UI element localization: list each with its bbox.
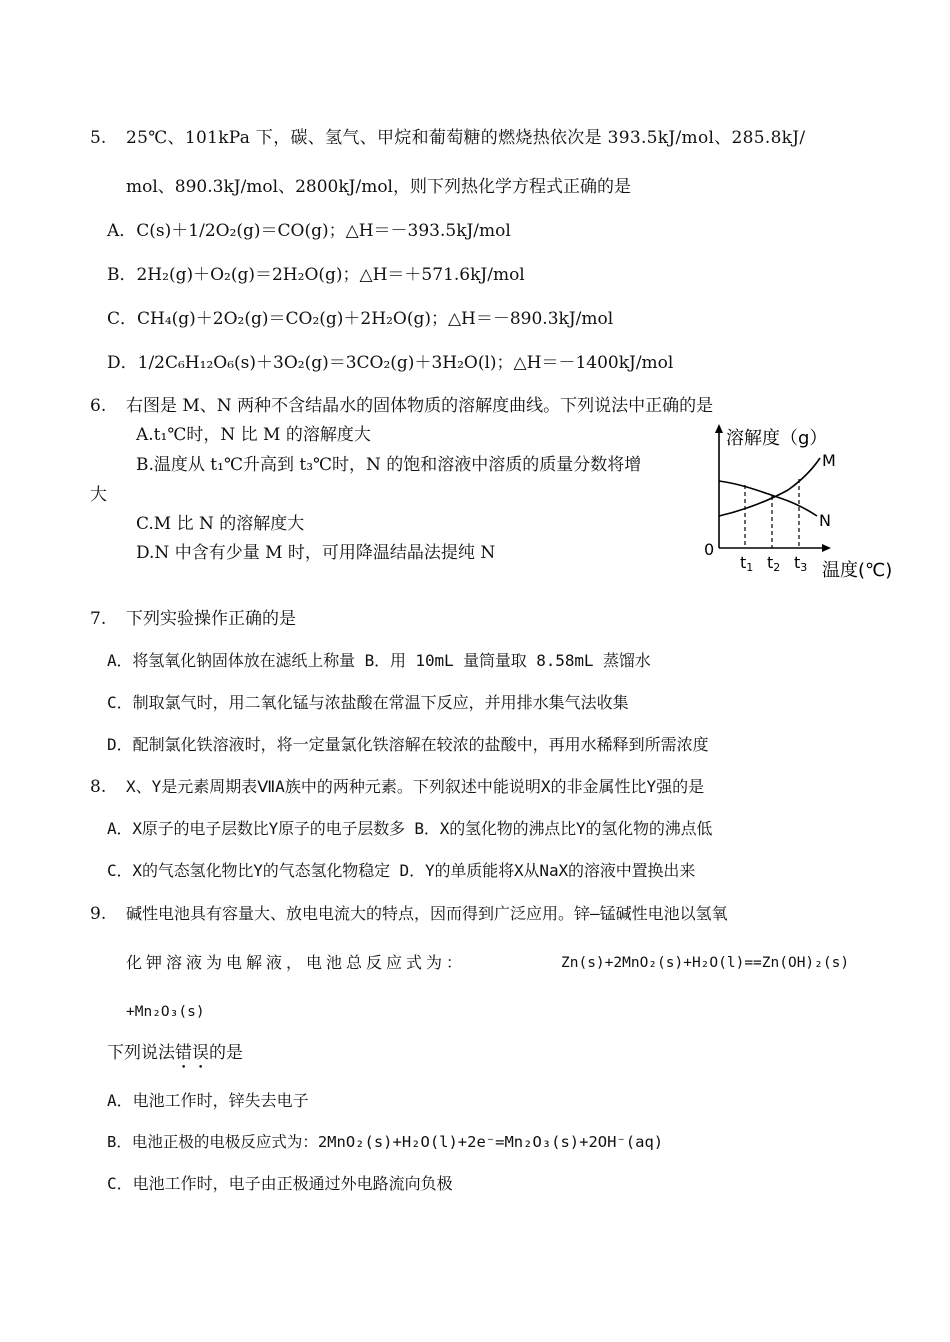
x-axis-label: 温度(℃) xyxy=(822,560,893,581)
q7-number: 7. xyxy=(90,609,107,629)
q7-options-a-b: A．将氢氧化钠固体放在滤纸上称量 B．用 10mL 量筒量取 8.58mL 蒸馏水 xyxy=(107,651,651,670)
q9-question-post: 的是 xyxy=(209,1043,243,1063)
q9-option-b: B．电池正极的电极反应式为：2MnO₂(s)+H₂O(l)+2e⁻=Mn₂O₃(s)+2OH⁻(aq) xyxy=(107,1133,664,1151)
q9-question-emphasis: 错误 xyxy=(175,1043,209,1063)
q8-options-c-d: C．X的气态氢化物比Y的气态氢化物稳定 D．Y的单质能将X从NaX的溶液中置换出来 xyxy=(107,861,696,880)
curve-n-label: N xyxy=(819,511,831,530)
q5-option-a: A．C(s)＋1/2O₂(g)＝CO(g)；△H＝－393.5kJ/mol xyxy=(107,221,511,241)
q9-question-pre: 下列说法 xyxy=(107,1043,175,1063)
q5-option-c: C．CH₄(g)＋2O₂(g)＝CO₂(g)＋2H₂O(g)；△H＝－890.3kJ/mol xyxy=(107,309,614,329)
q6-option-b: B.温度从 t₁℃升高到 t₃℃时，N 的饱和溶液中溶质的质量分数将增 xyxy=(136,455,642,475)
q7-option-d: D．配制氯化铁溶液时，将一定量氯化铁溶解在较浓的盐酸中，再用水稀释到所需浓度 xyxy=(107,735,709,754)
t3-label: t3 xyxy=(794,553,808,574)
curve-n xyxy=(719,481,817,516)
q6-option-c: C.M 比 N 的溶解度大 xyxy=(136,514,305,534)
q8-number: 8. xyxy=(90,777,107,797)
q9-stem-line1: 碱性电池具有容量大、放电电流大的特点，因而得到广泛应用。锌—锰碱性电池以氢氧 xyxy=(126,904,728,923)
q5-number: 5. xyxy=(90,128,107,148)
q9-option-c: C．电池工作时，电子由正极通过外电路流向负极 xyxy=(107,1174,453,1193)
q9-equation: Zn(s)+2MnO₂(s)+H₂O(l)==Zn(OH)₂(s) xyxy=(561,955,850,971)
q6-option-b-continued: 大 xyxy=(90,485,107,505)
q9-number: 9. xyxy=(90,904,107,924)
x-axis-arrow xyxy=(822,544,831,552)
q8-stem: X、Y是元素周期表ⅦA族中的两种元素。下列叙述中能说明X的非金属性比Y强的是 xyxy=(126,777,705,796)
q5-option-b: B．2H₂(g)＋O₂(g)＝2H₂O(g)；△H＝＋571.6kJ/mol xyxy=(107,265,525,285)
q9-question xyxy=(107,1042,243,1073)
q9-equation-continued: +Mn₂O₃(s) xyxy=(126,1004,205,1020)
q5-stem-line1: 25℃、101kPa 下，碳、氢气、甲烷和葡萄糖的燃烧热依次是 393.5kJ/mol、285.8kJ/ xyxy=(126,128,806,148)
t2-label: t2 xyxy=(767,553,781,574)
q5-option-d: D．1/2C₆H₁₂O₆(s)＋3O₂(g)＝3CO₂(g)＋3H₂O(l)；△H＝－1400kJ/mol xyxy=(107,353,674,373)
q6-number: 6. xyxy=(90,396,107,416)
q9-stem-line2: 化钾溶液为电解液，电池总反应式为： xyxy=(126,953,467,972)
solubility-curve-figure xyxy=(700,418,920,588)
y-axis-arrow xyxy=(715,424,723,433)
q6-option-d: D.N 中含有少量 M 时，可用降温结晶法提纯 N xyxy=(136,543,496,563)
q8-options-a-b: A．X原子的电子层数比Y原子的电子层数多 B．X的氢化物的沸点比Y的氢化物的沸点低 xyxy=(107,819,713,838)
q5-stem-line2: mol、890.3kJ/mol、2800kJ/mol，则下列热化学方程式正确的是 xyxy=(126,177,631,197)
q6-option-a: A.t₁℃时，N 比 M 的溶解度大 xyxy=(136,425,371,445)
q7-stem: 下列实验操作正确的是 xyxy=(126,609,296,629)
y-axis-label: 溶解度（g） xyxy=(726,428,828,449)
curve-m-label: M xyxy=(822,451,836,470)
origin-label: 0 xyxy=(704,540,715,559)
q9-option-a: A．电池工作时，锌失去电子 xyxy=(107,1091,309,1110)
q7-option-c: C．制取氯气时，用二氧化锰与浓盐酸在常温下反应，并用排水集气法收集 xyxy=(107,693,629,712)
curve-m xyxy=(719,458,820,516)
t1-label: t1 xyxy=(740,553,754,574)
q6-stem: 右图是 M、N 两种不含结晶水的固体物质的溶解度曲线。下列说法中正确的是 xyxy=(126,396,714,416)
